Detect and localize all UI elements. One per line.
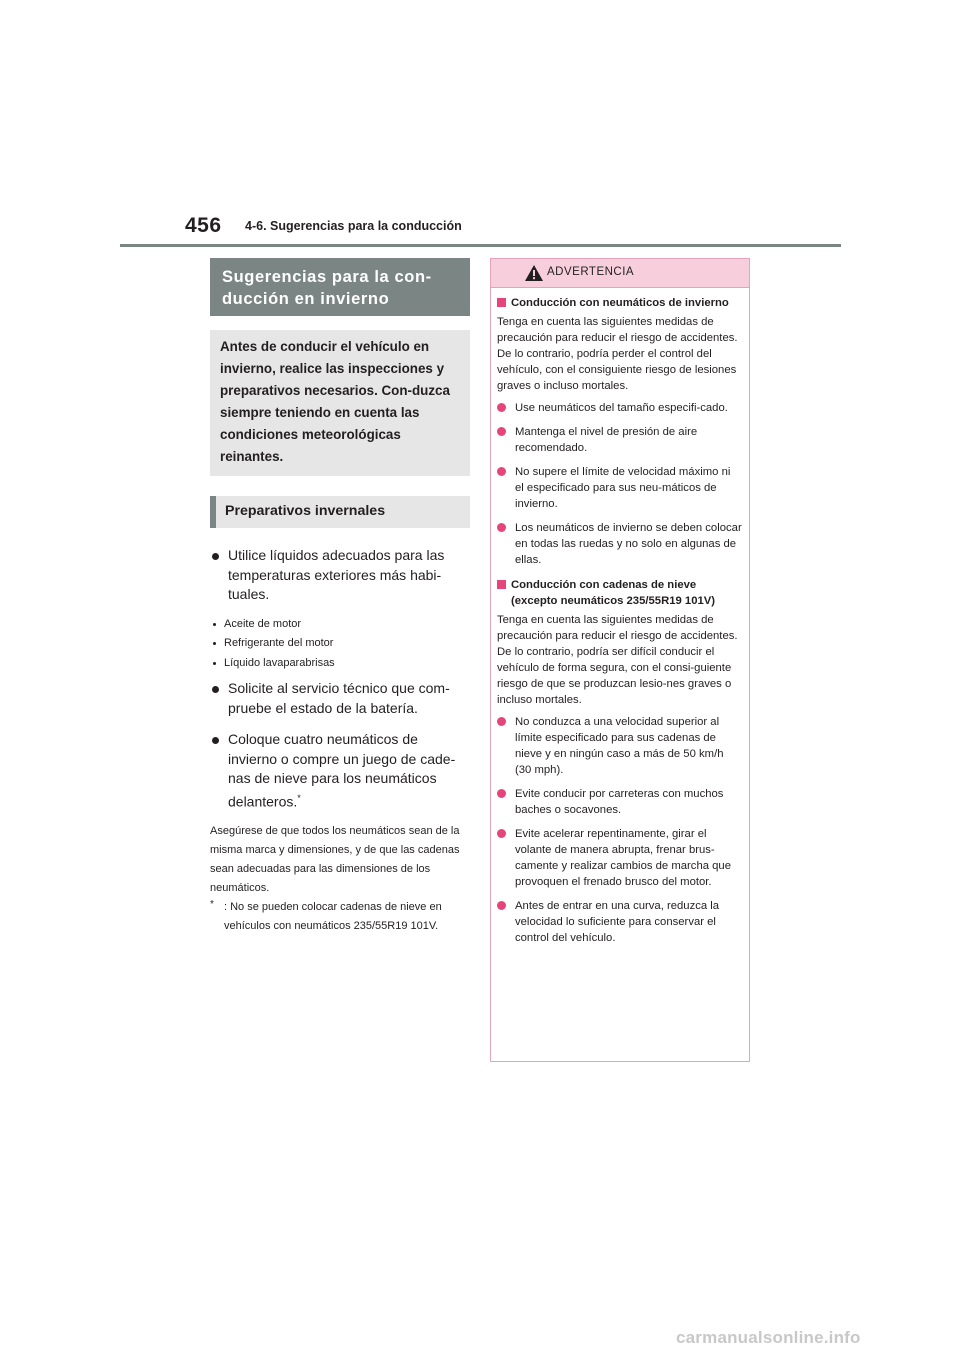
warning-box	[490, 258, 750, 1062]
note-text: Asegúrese de que todos los neumáticos sean de la misma marca y dimensiones, y de que las cadenas sean adecuadas para las dimensiones de los neumáticos.	[210, 824, 460, 894]
warning-item: Los neumáticos de invierno se deben colocar en todas las ruedas y no solo en algunas de ellas.	[497, 520, 742, 568]
bullet-icon	[212, 686, 219, 693]
section-title: 4-6. Sugerencias para la conducción	[245, 219, 462, 233]
warning-item: Mantenga el nivel de presión de aire recomendado.	[497, 424, 742, 456]
warning-item: Evite conducir por carreteras con muchos baches o socavones.	[497, 786, 742, 818]
warning-paragraph: De lo contrario, podría ser difícil conducir el vehículo de forma segura, con el consi-guiente riesgo de que se produzcan lesio-nes graves o incluso mortales.	[497, 646, 732, 706]
warning-paragraph: Tenga en cuenta las siguientes medidas de precaución para reducir el riesgo de accidentes.	[497, 614, 738, 642]
list-item	[210, 546, 470, 605]
footnote	[210, 898, 470, 936]
circle-bullet-icon	[497, 523, 506, 532]
list-item-text: Solicite al servicio técnico que com-pruebe el estado de la batería.	[228, 680, 450, 716]
square-bullet-icon	[497, 580, 506, 589]
warning-item: No supere el límite de velocidad máximo ni el especificado para sus neu-máticos de invierno.	[497, 464, 742, 512]
circle-bullet-icon	[497, 403, 506, 412]
page-number: 456	[185, 214, 222, 237]
bullet-icon	[213, 642, 216, 645]
warning-triangle-icon	[525, 265, 543, 286]
fluid-list	[210, 615, 470, 674]
intro-text: Antes de conducir el vehículo en invierno, realice las inspecciones y preparativos necesarios. Con-duzca siempre teniendo en cuenta las condiciones meteorológicas reinantes.	[210, 330, 470, 476]
footnote-asterisk: *	[210, 898, 214, 910]
warning-item: No conduzca a una velocidad superior al límite especificado para sus cadenas de nieve y en ningún caso a más de 50 km/h (30 mph).	[497, 714, 742, 778]
warning-section-title: Conducción con neumáticos de invierno	[497, 295, 742, 311]
list-item-text: Coloque cuatro neumáticos de invierno o compre un juego de cade-nas de nieve para los neumáticos delanteros.	[228, 731, 456, 810]
warning-paragraph: Tenga en cuenta las siguientes medidas de precaución para reducir el riesgo de accidentes.	[497, 316, 738, 344]
warning-item: Use neumáticos del tamaño especifi-cado.	[497, 400, 742, 416]
list-item	[210, 730, 470, 812]
bullet-icon	[212, 737, 219, 744]
warning-item: Evite acelerar repentinamente, girar el volante de manera abrupta, frenar brus-camente y realizar cambios de marcha que provoquen el frenado brusco del motor.	[497, 826, 742, 890]
warning-item: Antes de entrar en una curva, reduzca la velocidad lo suficiente para conservar el control del vehículo.	[497, 898, 742, 946]
bullet-icon	[212, 553, 219, 560]
circle-bullet-icon	[497, 829, 506, 838]
list-item	[210, 615, 470, 635]
list-item	[210, 654, 470, 674]
warning-body	[491, 288, 749, 946]
list-item	[210, 679, 470, 718]
header-divider	[120, 244, 841, 247]
list-item	[210, 634, 470, 654]
topic-title: Sugerencias para la con-ducción en invierno	[210, 258, 470, 316]
bullet-icon	[213, 623, 216, 626]
footnote-text: : No se pueden colocar cadenas de nieve en vehículos con neumáticos 235/55R19 101V.	[224, 900, 442, 932]
warning-section-title: Conducción con cadenas de nieve (excepto neumáticos 235/55R19 101V)	[497, 577, 742, 609]
list-item-text: Líquido lavaparabrisas	[224, 656, 335, 669]
warning-paragraph: De lo contrario, podría perder el control del vehículo, con el consiguiente riesgo de lesiones graves o incluso mortales.	[497, 348, 737, 392]
list-item-text: Aceite de motor	[224, 617, 302, 630]
warning-header	[491, 259, 749, 288]
circle-bullet-icon	[497, 717, 506, 726]
circle-bullet-icon	[497, 427, 506, 436]
list-item-text: Refrigerante del motor	[224, 637, 334, 649]
circle-bullet-icon	[497, 901, 506, 910]
left-column	[210, 258, 470, 936]
subheading: Preparativos invernales	[210, 496, 470, 528]
bullet-icon	[213, 662, 216, 665]
list-item-text: Utilice líquidos adecuados para las temperaturas exteriores más habi-tuales.	[228, 547, 445, 602]
warning-title: ADVERTENCIA	[547, 266, 635, 278]
watermark: carmanualsonline.info	[676, 1328, 861, 1347]
footnote-marker: *	[297, 792, 301, 803]
circle-bullet-icon	[497, 789, 506, 798]
circle-bullet-icon	[497, 467, 506, 476]
square-bullet-icon	[497, 298, 506, 307]
